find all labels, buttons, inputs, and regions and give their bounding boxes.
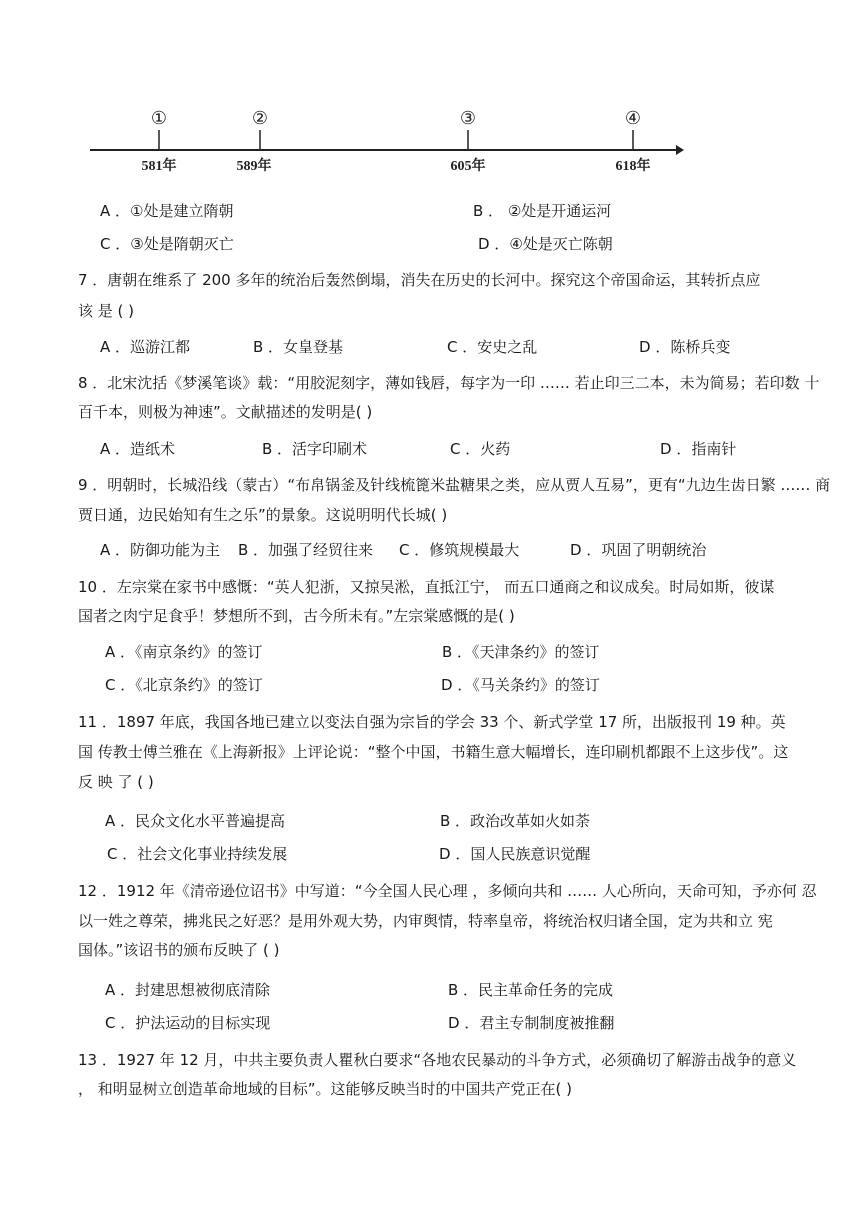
timeline-arrow xyxy=(676,145,684,155)
q7-stem-line2: 该 是 ( ) xyxy=(78,302,135,320)
q7-stem-line1: 7 ．唐朝在维系了 200 多年的统治后轰然倒塌，消失在历史的长河中。探究这个帝国命运，其转折点应 xyxy=(78,271,761,289)
q9-option-d: D ．巩固了明朝统治 xyxy=(570,541,707,559)
q12-stem-line1: 12 ．1912 年《清帝逊位诏书》中写道：“今全国人民心理 ，多倾向共和 …… 人心所向，天命可知，予亦何 忍 xyxy=(78,882,817,900)
timeline-figure xyxy=(80,100,700,180)
q7-option-b: B ．女皇登基 xyxy=(253,338,344,356)
q9-option-b: B ．加强了经贸往来 xyxy=(238,541,374,559)
q11-option-a: A ．民众文化水平普遍提高 xyxy=(105,812,286,830)
q7-option-c: C ．安史之乱 xyxy=(447,338,538,356)
q10-stem-line2: 国者之肉宁足食乎！梦想所不到，古今所未有。”左宗棠感慨的是( ) xyxy=(78,607,515,625)
timeline-marker-2: ② xyxy=(251,108,269,128)
q8-option-c: C ．火药 xyxy=(450,440,511,458)
q8-option-a: A ．造纸术 xyxy=(100,440,176,458)
q9-option-c: C ．修筑规模最大 xyxy=(399,541,520,559)
timeline-year-3: 605年 xyxy=(450,159,486,174)
q11-option-d: D ．国人民族意识觉醒 xyxy=(439,845,591,863)
q9-stem-line2: 贾日通，边民始知有生之乐”的景象。这说明明代长城( ) xyxy=(78,506,448,524)
timeline-marker-1: ① xyxy=(150,108,168,128)
timeline-marker-4: ④ xyxy=(624,108,642,128)
q8-option-d: D ．指南针 xyxy=(660,440,737,458)
q9-option-a: A ．防御功能为主 xyxy=(100,541,221,559)
q9-stem-line1: 9 ．明朝时，长城沿线（蒙古）“布帛锅釜及针线梳篦米盐糖果之类，应从贾人互易”，更有“九边生齿日繁 …… 商 xyxy=(78,476,831,494)
q12-option-a: A ．封建思想被彻底清除 xyxy=(105,981,271,999)
timeline-year-4: 618年 xyxy=(615,159,651,174)
q11-stem-line1: 11 ．1897 年底，我国各地已建立以变法自强为宗旨的学会 33 个、新式学堂 17 所，出版报刊 19 种。英 xyxy=(78,713,786,731)
q11-option-c: C ．社会文化事业持续发展 xyxy=(107,845,288,863)
q8-stem-line1: 8 ．北宋沈括《梦溪笔谈》载：“用胶泥刻字，薄如钱唇，每字为一印 …… 若止印三二本，未为简易；若印数 十 xyxy=(78,374,820,392)
q7-option-d: D ．陈桥兵变 xyxy=(639,338,731,356)
q7-option-a: A ．巡游江都 xyxy=(100,338,191,356)
q10-option-c: C ．《北京条约》的签订 xyxy=(105,676,263,694)
timeline-marker-3: ③ xyxy=(459,108,477,128)
q6-option-c: C ．③处是隋朝灭亡 xyxy=(100,235,234,253)
timeline-year-2: 589年 xyxy=(236,159,272,174)
q12-stem-line3: 国体。”该诏书的颁布反映了 ( ) xyxy=(78,941,280,959)
q13-stem-line1: 13 ．1927 年 12 月，中共主要负责人瞿秋白要求“各地农民暴动的斗争方式，必须确切了解游击战争的意义 xyxy=(78,1051,797,1069)
q11-stem-line3: 反 映 了 ( ) xyxy=(78,773,154,791)
q12-stem-line2: 以一姓之尊荣，拂兆民之好恶？是用外观大势，内审舆情，特率皇帝，将统治权归诸全国，定为共和立 宪 xyxy=(78,912,773,930)
q10-option-d: D ．《马关条约》的签订 xyxy=(441,676,600,694)
q10-option-a: A ．《南京条约》的签订 xyxy=(105,643,263,661)
q13-stem-line2: ， 和明显树立创造革命地域的目标”。这能够反映当时的中国共产党正在( ) xyxy=(78,1080,573,1098)
q6-option-a: A ．①处是建立隋朝 xyxy=(100,202,234,220)
q12-option-c: C ．护法运动的目标实现 xyxy=(105,1014,271,1032)
q8-stem-line2: 百千本，则极为神速”。文献描述的发明是( ) xyxy=(78,403,373,421)
q11-stem-line2: 国 传教士傅兰雅在《上海新报》上评论说：“整个中国，书籍生意大幅增长，连印刷机都跟不上这步伐”。这 xyxy=(78,743,789,761)
timeline-year-1: 581年 xyxy=(141,159,177,174)
q10-option-b: B ．《天津条约》的签订 xyxy=(442,643,600,661)
q8-option-b: B ．活字印刷术 xyxy=(262,440,368,458)
q11-option-b: B ．政治改革如火如荼 xyxy=(440,812,591,830)
q10-stem-line1: 10 ．左宗棠在家书中感慨：“英人犯浙，又掠吴淞，直抵江宁， 而五口通商之和议成矣。时局如斯，彼谋 xyxy=(78,578,775,596)
q6-option-b: B ． ②处是开通运河 xyxy=(473,202,612,220)
q6-option-d: D ．④处是灭亡陈朝 xyxy=(478,235,613,253)
q12-option-d: D ．君主专制制度被推翻 xyxy=(448,1014,615,1032)
q12-option-b: B ．民主革命任务的完成 xyxy=(448,981,614,999)
